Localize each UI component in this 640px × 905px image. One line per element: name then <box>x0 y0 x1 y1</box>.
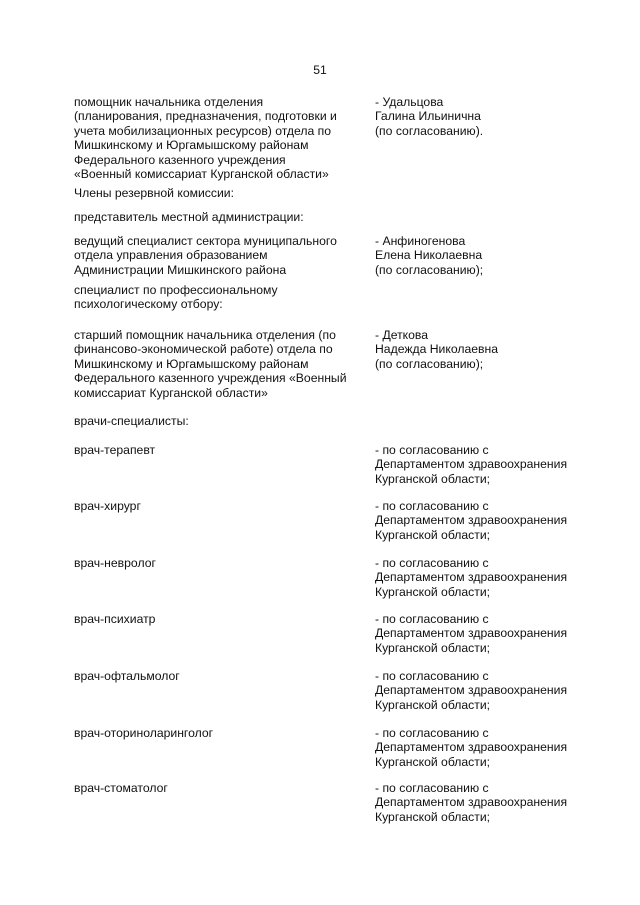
text-line: комиссариат Курганской области» <box>74 385 268 400</box>
doctor-title: врач-невролог <box>74 556 156 570</box>
text-line: - Деткова <box>375 328 429 342</box>
text-line: Мишкинскому и Юргамышскому районам <box>74 138 309 153</box>
text-line: - по согласованию с <box>375 781 489 795</box>
text-line: Елена Николаевна <box>375 248 483 263</box>
text-line: - по согласованию с <box>375 726 489 740</box>
text-line: - по согласованию с <box>375 499 489 513</box>
text-line: Департаментом здравоохранения <box>375 795 568 810</box>
psych-specialist-text <box>74 283 278 312</box>
doctor-approval <box>375 443 567 486</box>
text-line: отдела управления образованием <box>74 248 268 263</box>
doctor-title: врач-хирург <box>74 499 141 513</box>
text-line: психологическому отбору: <box>74 297 223 312</box>
text-line: - по согласованию с <box>375 443 489 457</box>
text-line: Курганской области; <box>375 527 491 542</box>
text-line: «Военный комиссариат Курганской области» <box>74 167 329 182</box>
text-line: Надежда Николаевна <box>375 342 498 357</box>
text-line: Администрации Мишкинского района <box>74 262 287 277</box>
doctors-heading: врачи-специалисты: <box>74 414 189 428</box>
senior-assistant-text <box>74 328 347 400</box>
text-line: (по согласованию). <box>375 123 484 138</box>
text-line: учета мобилизационных ресурсов) отдела по <box>74 123 332 138</box>
anfinogenova-entry <box>375 234 483 277</box>
text-line: Курганской области; <box>375 640 491 655</box>
text-line: помощник начальника отделения <box>74 95 264 109</box>
detkova-entry <box>375 328 498 371</box>
doctor-approval <box>375 726 567 769</box>
doctor-approval <box>375 556 567 599</box>
doctor-approval <box>375 499 567 542</box>
doctor-title: врач-оториноларинголог <box>74 726 214 740</box>
text-line: Департаментом здравоохранения <box>375 513 568 528</box>
text-line: специалист по профессиональному <box>74 283 278 297</box>
doctor-approval <box>375 612 567 655</box>
text-line: Курганской области; <box>375 809 491 824</box>
text-line: Департаментом здравоохранения <box>375 683 568 698</box>
udaltsova-entry <box>375 95 483 138</box>
text-line: (по согласованию); <box>375 356 484 371</box>
text-line: - по согласованию с <box>375 669 489 683</box>
local-admin-heading: представитель местной администрации: <box>74 210 304 224</box>
text-line: Курганской области; <box>375 471 491 486</box>
doctor-approval <box>375 781 567 824</box>
text-line: Департаментом здравоохранения <box>375 740 568 755</box>
assistant-position-text <box>74 95 337 181</box>
doctor-title: врач-терапевт <box>74 443 156 457</box>
text-line: старший помощник начальника отделения (по <box>74 328 336 342</box>
text-line: (планирования, предназначения, подготовки и <box>74 109 337 124</box>
text-line: Курганской области; <box>375 697 491 712</box>
text-line: - по согласованию с <box>375 556 489 570</box>
text-line: - Удальцова <box>375 95 444 109</box>
text-line: (по согласованию); <box>375 262 484 277</box>
text-line: ведущий специалист сектора муниципального <box>74 234 337 248</box>
text-line: Мишкинскому и Юргамышскому районам <box>74 356 309 371</box>
text-line: финансово-экономической работе) отдела по <box>74 342 333 357</box>
text-line: Департаментом здравоохранения <box>375 626 568 641</box>
doctor-approval <box>375 669 567 712</box>
page-number: 51 <box>313 63 327 77</box>
text-line: Курганской области; <box>375 584 491 599</box>
text-line: Курганской области; <box>375 754 491 769</box>
text-line: - по согласованию с <box>375 612 489 626</box>
text-line: Департаментом здравоохранения <box>375 457 568 472</box>
doctor-title: врач-психиатр <box>74 612 156 626</box>
leading-specialist-text <box>74 234 337 277</box>
text-line: Федерального казенного учреждения «Военный <box>74 371 347 386</box>
text-line: Федерального казенного учреждения <box>74 152 286 167</box>
reserve-commission-heading: Члены резервной комиссии: <box>74 186 234 200</box>
doctor-title: врач-офтальмолог <box>74 669 180 683</box>
text-line: Департаментом здравоохранения <box>375 570 568 585</box>
text-line: - Анфиногенова <box>375 234 466 248</box>
doctor-title: врач-стоматолог <box>74 781 168 795</box>
text-line: Галина Ильинична <box>375 109 481 124</box>
